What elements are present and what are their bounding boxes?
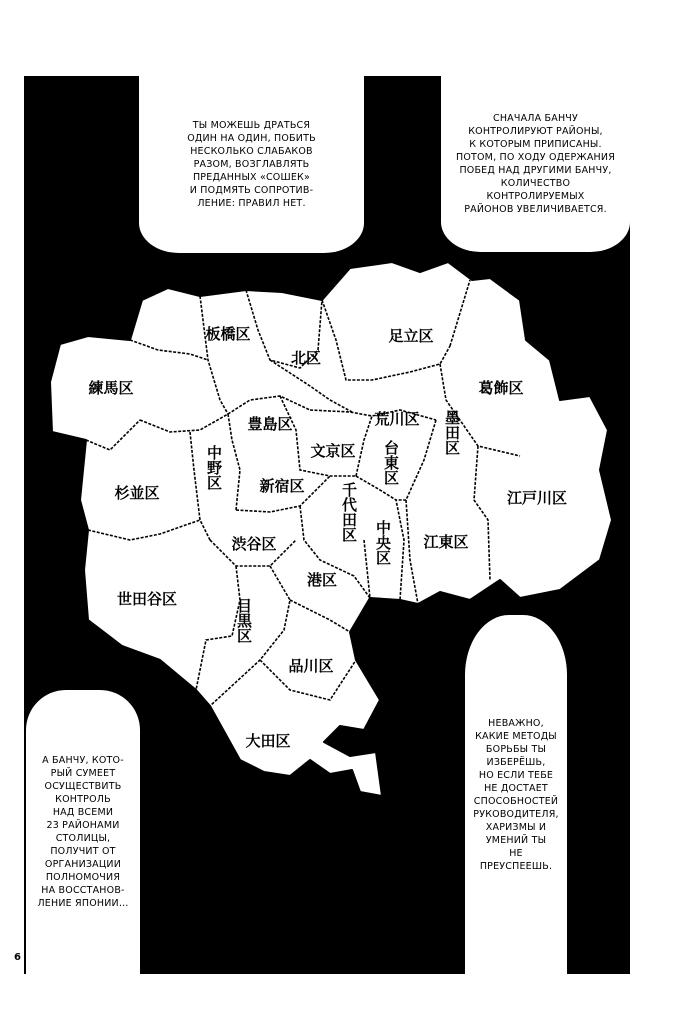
ward-label-adachi: 足立区 [388,327,434,345]
speech-bubble-rules: ТЫ МОЖЕШЬ ДРАТЬСЯ ОДИН НА ОДИН, ПОБИТЬ НЕСКОЛЬКО СЛАБАКОВ РАЗОМ, ВОЗГЛАВЛЯТЬ ПРЕДАННЫХ «СОШЕК» И ПОДМЯТЬ СОПРОТИВ- ЛЕНИЕ: ПРАВИЛ НЕТ. [139,76,364,253]
ward-label-toshima: 豊島区 [247,415,293,433]
ward-label-nakano: 中野区 [205,445,223,490]
ward-label-setagaya: 世田谷区 [116,590,178,608]
ward-label-itabashi: 板橋区 [205,325,251,343]
ward-label-suginami: 杉並区 [114,484,160,502]
page-number: 6 [14,952,21,963]
ward-label-chuo: 中央区 [374,520,392,565]
ward-label-arakawa: 荒川区 [374,410,420,428]
speech-bubble-control: А БАНЧУ, КОТО- РЫЙ СУМЕЕТ ОСУЩЕСТВИТЬ КОНТРОЛЬ НАД ВСЕМИ 23 РАЙОНАМИ СТОЛИЦЫ, ПОЛУЧИТ ОТ ОРГАНИЗАЦИИ ПОЛНОМОЧИЯ НА ВОССТАНОВ- ЛЕНИЕ ЯПОНИИ… [26,690,140,974]
ward-label-koto: 江東区 [423,533,469,551]
ward-label-sumida: 墨田区 [443,410,461,455]
ward-label-chiyoda: 千代田区 [340,482,358,542]
ward-label-shinagawa: 品川区 [288,657,334,675]
ward-label-edogawa: 江戸川区 [506,489,568,507]
ward-label-bunkyo: 文京区 [310,442,356,460]
ward-label-nerima: 練馬区 [88,379,134,397]
ward-label-minato: 港区 [306,571,338,589]
ward-label-katsushika: 葛飾区 [478,379,524,397]
speech-bubble-leadership: НЕВАЖНО, КАКИЕ МЕТОДЫ БОРЬБЫ ТЫ ИЗБЕРЁШЬ, НО ЕСЛИ ТЕБЕ НЕ ДОСТАЕТ СПОСОБНОСТЕЙ РУКОВОДИТЕЛЯ, ХАРИЗМЫ И УМЕНИЙ ТЫ НЕ ПРЕУСПЕЕШЬ. [465,615,567,974]
ward-label-taito: 台東区 [382,440,400,485]
ward-label-shibuya: 渋谷区 [231,535,277,553]
speech-bubble-districts: СНАЧАЛА БАНЧУ КОНТРОЛИРУЮТ РАЙОНЫ, К КОТОРЫМ ПРИПИСАНЫ. ПОТОМ, ПО ХОДУ ОДЕРЖАНИЯ ПОБЕД НАД ДРУГИМИ БАНЧУ, КОЛИЧЕСТВО КОНТРОЛИРУЕМЫХ РАЙОНОВ УВЕЛИЧИВАЕТСЯ. [441,76,630,252]
ward-label-kita: 北区 [290,349,322,367]
ward-label-shinjuku: 新宿区 [259,477,305,495]
ward-label-ota: 大田区 [245,732,291,750]
ward-label-meguro: 目黒区 [235,598,253,643]
